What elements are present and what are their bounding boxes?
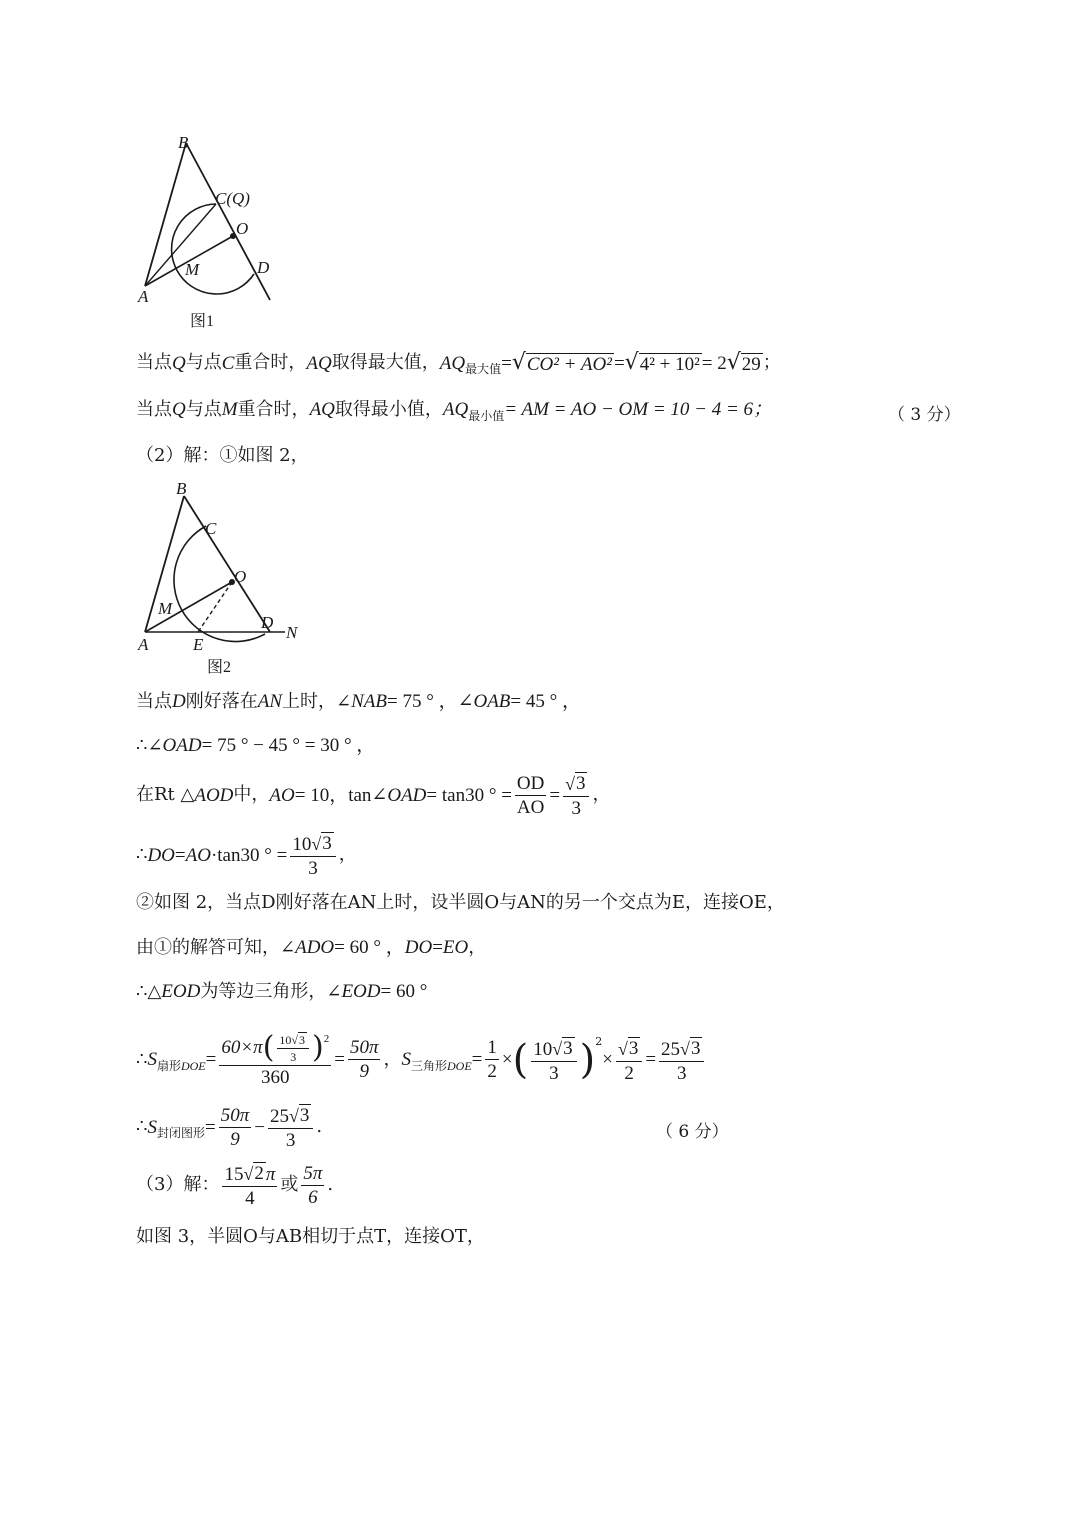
text-segment: .	[316, 1116, 323, 1137]
math-oad: OAD	[387, 784, 427, 806]
fraction-sector-area	[219, 1029, 331, 1088]
math-q: Q	[172, 399, 186, 420]
label-b: B	[178, 133, 189, 152]
denominator: 360	[261, 1067, 290, 1088]
fraction-10sqrt3-3	[531, 1037, 576, 1083]
math-aod: AOD	[194, 784, 234, 806]
fraction-sqrt3-3	[563, 772, 589, 818]
sqrt-body: 3	[563, 1037, 573, 1059]
math-s: S	[401, 1049, 411, 1070]
math-eq: = 2	[701, 352, 727, 374]
coef: 10	[279, 1033, 292, 1047]
label-n: N	[286, 623, 298, 642]
math-eq: =	[334, 1049, 345, 1070]
subscript-sector: 扇形	[156, 1058, 181, 1073]
line-equilateral	[136, 982, 427, 1001]
math-eq: = 60 ° ，	[334, 937, 405, 958]
denominator: 3	[571, 798, 582, 819]
math-eq: =	[549, 784, 561, 806]
subscript-doe: DOE	[447, 1058, 472, 1073]
segment-ac	[145, 204, 216, 286]
semicircle-arc	[174, 526, 265, 642]
math-times: ×	[501, 1049, 513, 1070]
label-m: M	[158, 599, 173, 618]
text-segment: 当点	[136, 398, 172, 420]
figure-2-drawing	[130, 476, 310, 676]
min-value-line	[136, 398, 773, 423]
math-eq: = 75 ° ，∠	[387, 691, 474, 712]
figure-1	[130, 128, 290, 338]
part-2-heading: （2）解：①如图 2，	[136, 445, 309, 466]
math-d: D	[172, 691, 186, 712]
segment-oe-dashed	[198, 582, 232, 632]
numerator: 5π	[303, 1162, 323, 1184]
text-segment: ∴	[136, 844, 148, 865]
text-segment: 为等边三角形，∠	[200, 980, 342, 1002]
subscript-triangle: 三角形	[410, 1058, 447, 1073]
sqrt-body: 3	[322, 833, 332, 854]
math-minus: −	[254, 1116, 265, 1138]
exponent: 2	[595, 1035, 603, 1048]
numerator: OD	[516, 772, 545, 794]
label-a: A	[138, 635, 149, 654]
text-segment: ，	[468, 936, 487, 958]
denominator: AO	[516, 796, 545, 818]
sqrt-expr: √ CO² + AO²	[511, 350, 612, 375]
math-eo: EO	[442, 937, 469, 958]
sqrt-expr: √ 29	[726, 350, 761, 375]
denominator: 3	[290, 1050, 297, 1064]
numerator: 10 √ 3	[277, 1032, 309, 1049]
text-segment: （3）解：	[136, 1174, 220, 1195]
line-areas: ∴ S 扇形 DOE = 60×π ( 10 √ 3 3 ) 2 360 = $\frac{50\pi}{9}$ ， S 三角形 DOE = $\frac{1}{2}$ × ( 10 √ 3 3 ) 2 × √ 3 2 = 25 √ 3 3	[136, 1032, 707, 1087]
denominator: 3	[308, 858, 318, 879]
subscript-max: 最大值	[465, 362, 502, 376]
subscript-doe: DOE	[180, 1058, 206, 1073]
sqrt-expr: √ 4² + 10²	[624, 350, 700, 375]
label-c: C	[205, 519, 217, 538]
numerator: 50π	[349, 1037, 379, 1058]
sqrt-body: 2	[254, 1163, 264, 1184]
text-segment: 取得最小值，	[334, 398, 443, 420]
text-segment: 刚好落在	[185, 690, 258, 712]
numerator: √ 3	[563, 772, 589, 797]
figure-1-drawing	[130, 128, 290, 338]
fraction-25sqrt3-3	[268, 1104, 313, 1150]
math-eq: =	[174, 844, 186, 866]
denominator: 6	[308, 1186, 318, 1208]
denominator: 4	[245, 1188, 255, 1209]
denominator: 3	[676, 1062, 687, 1084]
fraction-25sqrt3-3	[659, 1037, 704, 1083]
pi: π	[265, 1164, 276, 1185]
numerator: 10 √ 3	[290, 832, 335, 857]
numerator: 25 √ 3	[268, 1104, 313, 1129]
label-d: D	[261, 613, 274, 632]
sqrt-body: 29	[741, 354, 761, 375]
segment-ab	[145, 143, 186, 286]
math-eq: =	[471, 1049, 483, 1070]
inner-fraction	[277, 1032, 309, 1063]
denominator: 2	[624, 1062, 634, 1084]
math-ado: ADO	[295, 937, 335, 958]
semicircle-arc	[172, 204, 254, 294]
numerator: √ 3	[616, 1037, 642, 1062]
sqrt-body: 3	[299, 1033, 306, 1047]
text-segment: 上时，∠	[282, 690, 352, 712]
math-eq: =	[205, 1049, 217, 1070]
coef: 25	[269, 1106, 289, 1127]
math-s: S	[147, 1049, 157, 1070]
math-eq: = 75 ° − 45 ° = 30 ° ，	[201, 735, 376, 756]
math-oab: OAB	[473, 691, 511, 712]
text-segment: ，	[592, 784, 611, 805]
text-segment: 在Rt △	[136, 784, 195, 805]
text-segment: 重合时，	[234, 352, 307, 373]
math-eq: =	[501, 352, 512, 374]
subscript-closed: 封闭图形	[156, 1126, 205, 1140]
math-eq: = 45 ° ，	[510, 691, 581, 712]
math-eq: =	[645, 1049, 657, 1070]
text-segment: 当点	[136, 690, 172, 712]
coef: 25	[661, 1038, 681, 1060]
sqrt-body: 4² + 10²	[639, 354, 700, 375]
math-ao: AO	[269, 784, 295, 806]
line-do-value	[136, 832, 357, 878]
denominator: 3	[285, 1130, 296, 1151]
fraction-15sqrt2pi-4	[222, 1162, 277, 1208]
math-aq: AQ	[442, 399, 469, 420]
math-expr: = AM = AO − OM = 10 − 4 = 6；	[504, 399, 773, 420]
label-c: C(Q)	[215, 189, 250, 208]
denominator: 2	[487, 1061, 497, 1082]
math-ao: AO	[185, 844, 211, 866]
math-s: S	[147, 1116, 157, 1138]
numerator: 25 √ 3	[659, 1037, 704, 1062]
math-an: AN	[257, 691, 283, 712]
fraction-sqrt3-2	[616, 1037, 642, 1083]
math-q: Q	[172, 352, 186, 374]
label-b: B	[176, 479, 187, 498]
line-angle-oad	[136, 736, 375, 755]
score-6: （ 6 分）	[656, 1122, 729, 1142]
text-segment: ；	[762, 352, 781, 373]
line-closed-area	[136, 1104, 322, 1150]
math-nab: NAB	[351, 691, 387, 712]
math-eq: =	[613, 352, 625, 374]
line-figure3-intro: 如图 3，半圆O与AB相切于点T，连接OT，	[136, 1226, 485, 1247]
math-eq: = tan30 ° =	[426, 784, 512, 806]
math-do: DO	[147, 844, 175, 866]
math-aq: AQ	[439, 352, 466, 374]
numerator: 15 √ 2 π	[224, 1163, 276, 1185]
text-segment: ∴	[136, 1048, 148, 1070]
sqrt-body: CO² + AO²	[526, 354, 612, 375]
label-o: O	[236, 219, 249, 238]
label-a: A	[138, 287, 149, 306]
label-m: M	[185, 260, 200, 279]
text-segment: 当点	[136, 352, 172, 373]
exponent: 2	[323, 1033, 330, 1045]
text-segment: ∴	[136, 1116, 148, 1137]
figure-1-caption: 图1	[190, 313, 215, 330]
score-3: （ 3 分）	[888, 405, 961, 425]
coef: 15	[224, 1164, 244, 1185]
label-e: E	[193, 635, 204, 654]
math-eod: EOD	[341, 981, 381, 1002]
denominator: 9	[230, 1128, 240, 1150]
text-segment: 由①的解答可知，∠	[136, 936, 296, 958]
denominator: 3	[549, 1062, 559, 1084]
math-eq: = 60 °	[380, 981, 428, 1002]
segment-bd	[184, 496, 270, 632]
text-segment: .	[327, 1174, 334, 1195]
numerator-part: 60×π	[221, 1037, 263, 1058]
text-segment: 或	[280, 1174, 299, 1195]
line-angle-nab	[136, 692, 581, 711]
math-aq: AQ	[306, 352, 332, 374]
math-aq: AQ	[309, 399, 335, 420]
math-eq: ·tan30 ° =	[210, 844, 288, 866]
fraction-half	[485, 1038, 499, 1081]
text-segment: 取得最大值，	[331, 352, 440, 373]
numerator: 1	[487, 1037, 497, 1058]
text-segment: 与点	[185, 352, 222, 373]
max-value-line	[136, 352, 781, 374]
fraction-50pi-9	[348, 1038, 381, 1081]
line-part2-2: ②如图 2，当点D刚好落在AN上时，设半圆O与AN的另一个交点为E，连接OE，	[136, 892, 785, 913]
denominator: 9	[359, 1061, 369, 1082]
fraction-50pi-9	[219, 1106, 252, 1149]
line-angle-ado	[136, 938, 486, 957]
fraction-od-ao	[515, 774, 546, 817]
math-eq: = 10，tan∠	[294, 784, 388, 806]
label-o: O	[234, 567, 247, 586]
math-eq: =	[204, 1116, 216, 1138]
sqrt-body: 3	[299, 1105, 310, 1126]
line-tan	[136, 772, 610, 818]
sqrt-body: 3	[628, 1037, 639, 1059]
math-oad: OAD	[162, 735, 202, 756]
text-segment: 中，	[233, 784, 270, 805]
math-eq: =	[432, 937, 443, 958]
label-d: D	[257, 258, 270, 277]
text-segment: ，	[338, 844, 357, 865]
fraction-10sqrt3-3	[290, 832, 335, 878]
text-segment: 与点	[185, 398, 222, 420]
numerator: 60×π ( 10 √ 3 3 ) 2	[221, 1029, 330, 1065]
coef: 10	[292, 834, 312, 855]
figure-2	[130, 476, 310, 676]
math-times: ×	[602, 1049, 613, 1070]
math-m: M	[221, 399, 238, 420]
coef: 10	[533, 1038, 553, 1060]
fraction-5pi-6	[301, 1164, 324, 1207]
text-segment: ∴∠	[136, 734, 163, 756]
figure-2-caption: 图2	[207, 659, 232, 676]
numerator: 10 √ 3	[531, 1037, 576, 1062]
math-c: C	[221, 352, 235, 374]
sqrt-body: 3	[575, 773, 586, 794]
text-segment: 重合时，	[237, 398, 310, 420]
subscript-min: 最小值	[468, 408, 505, 423]
math-eod: EOD	[161, 981, 201, 1002]
part-3-answer	[136, 1162, 333, 1208]
math-do: DO	[404, 937, 433, 958]
text-segment: ∴△	[136, 980, 162, 1002]
text-segment: ，	[383, 1048, 402, 1070]
numerator: 50π	[220, 1104, 250, 1126]
sqrt-body: 3	[690, 1037, 701, 1059]
